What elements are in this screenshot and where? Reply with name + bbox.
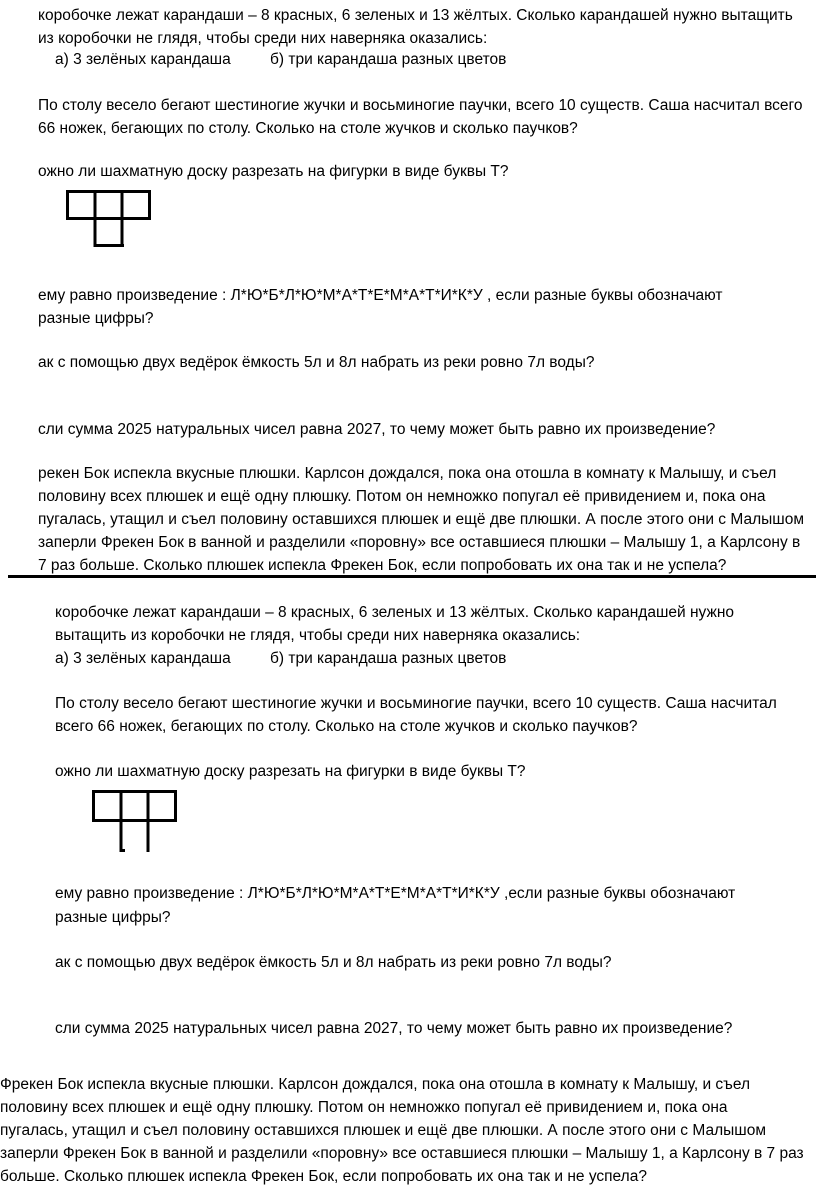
bottom-t-shape-figure xyxy=(92,790,182,856)
top-task1-option-a: а) 3 зелёных карандаша xyxy=(55,51,231,68)
bottom-task5-text: ак с помощью двух ведёрок ёмкость 5л и 8л набрать из реки ровно 7л воды? xyxy=(55,954,612,971)
bottom-task7-line3: пугалась, утащил и съел половину оставшихся плюшек и ещё две плюшки. А после этого они с Малышом xyxy=(0,1122,766,1139)
bottom-task7-line2: половину всех плюшек и ещё одну плюшку. Потом он немножко попугал её привидением и, пока она xyxy=(0,1099,728,1116)
top-task7-line3: пугалась, утащил и съел половину оставшихся плюшек и ещё две плюшки. А после этого они с Малышом xyxy=(38,511,804,528)
bottom-task3-text: ожно ли шахматную доску разрезать на фигурки в виде буквы Т? xyxy=(55,763,526,780)
bottom-task1-option-a: а) 3 зелёных карандаша xyxy=(55,650,231,667)
bottom-task2-line2: всего 66 ножек, бегающих по столу. Сколько на столе жучков и сколько паучков? xyxy=(55,718,638,735)
top-task4-line1: ему равно произведение : Л*Ю*Б*Л*Ю*М*А*Т*Е*М*А*Т*И*К*У , если разные буквы обозначают xyxy=(38,287,723,304)
top-task2-line2: 66 ножек, бегающих по столу. Сколько на столе жучков и сколько паучков? xyxy=(38,120,578,137)
bottom-task1-line2: вытащить из коробочки не глядя, чтобы среди них наверняка оказались: xyxy=(55,627,581,644)
page-divider xyxy=(8,575,816,578)
top-task1-line2: из коробочки не глядя, чтобы среди них наверняка оказались: xyxy=(38,30,488,47)
top-task6-text: сли сумма 2025 натуральных чисел равна 2027, то чему может быть равно их произведение? xyxy=(38,421,716,438)
bottom-task7-line4: заперли Фрекен Бок в ванной и разделили «поровну» все оставшиеся плюшки – Малышу 1, а Карлсону в 7 раз xyxy=(0,1145,804,1162)
top-task7-line5: 7 раз больше. Сколько плюшек испекла Фрекен Бок, если попробовать их она так и не успела? xyxy=(38,557,727,574)
top-task1-option-b: б) три карандаша разных цветов xyxy=(270,51,507,68)
bottom-task4-line1: ему равно произведение : Л*Ю*Б*Л*Ю*М*А*Т*Е*М*А*Т*И*К*У ,если разные буквы обозначают xyxy=(55,885,736,902)
top-task4-line2: разные цифры? xyxy=(38,310,154,327)
top-task3-text: ожно ли шахматную доску разрезать на фигурки в виде буквы Т? xyxy=(38,163,509,180)
bottom-task6-text: сли сумма 2025 натуральных чисел равна 2027, то чему может быть равно их произведение? xyxy=(55,1020,733,1037)
top-t-shape-figure xyxy=(66,190,156,252)
bottom-task1-line1: коробочке лежат карандаши – 8 красных, 6 зеленых и 13 жёлтых. Сколько карандашей нужно xyxy=(55,604,734,621)
top-task1-line1: коробочке лежат карандаши – 8 красных, 6 зеленых и 13 жёлтых. Сколько карандашей нужно вытащить xyxy=(38,7,793,24)
bottom-task7-line5: больше. Сколько плюшек испекла Фрекен Бок, если попробовать их она так и не успела? xyxy=(0,1168,647,1185)
bottom-task7-line1: Фрекен Бок испекла вкусные плюшки. Карлсон дождался, пока она отошла в комнату к Малышу, и съел xyxy=(0,1076,751,1093)
top-task7-line4: заперли Фрекен Бок в ванной и разделили «поровну» все оставшиеся плюшки – Малышу 1, а Карлсону в xyxy=(38,534,801,551)
bottom-task1-option-b: б) три карандаша разных цветов xyxy=(270,650,507,667)
top-task2-line1: По столу весело бегают шестиногие жучки и восьминогие паучки, всего 10 существ. Саша насчитал всего xyxy=(38,97,803,114)
bottom-task2-line1: По столу весело бегают шестиногие жучки и восьминогие паучки, всего 10 существ. Саша насчитал xyxy=(55,695,777,712)
bottom-task4-line2: разные цифры? xyxy=(55,909,171,926)
top-task7-line2: половину всех плюшек и ещё одну плюшку. Потом он немножко попугал её привидением и, пока она xyxy=(38,488,766,505)
top-task7-line1: рекен Бок испекла вкусные плюшки. Карлсон дождался, пока она отошла в комнату к Малышу, и съел xyxy=(38,465,777,482)
top-task5-text: ак с помощью двух ведёрок ёмкость 5л и 8л набрать из реки ровно 7л воды? xyxy=(38,354,595,371)
